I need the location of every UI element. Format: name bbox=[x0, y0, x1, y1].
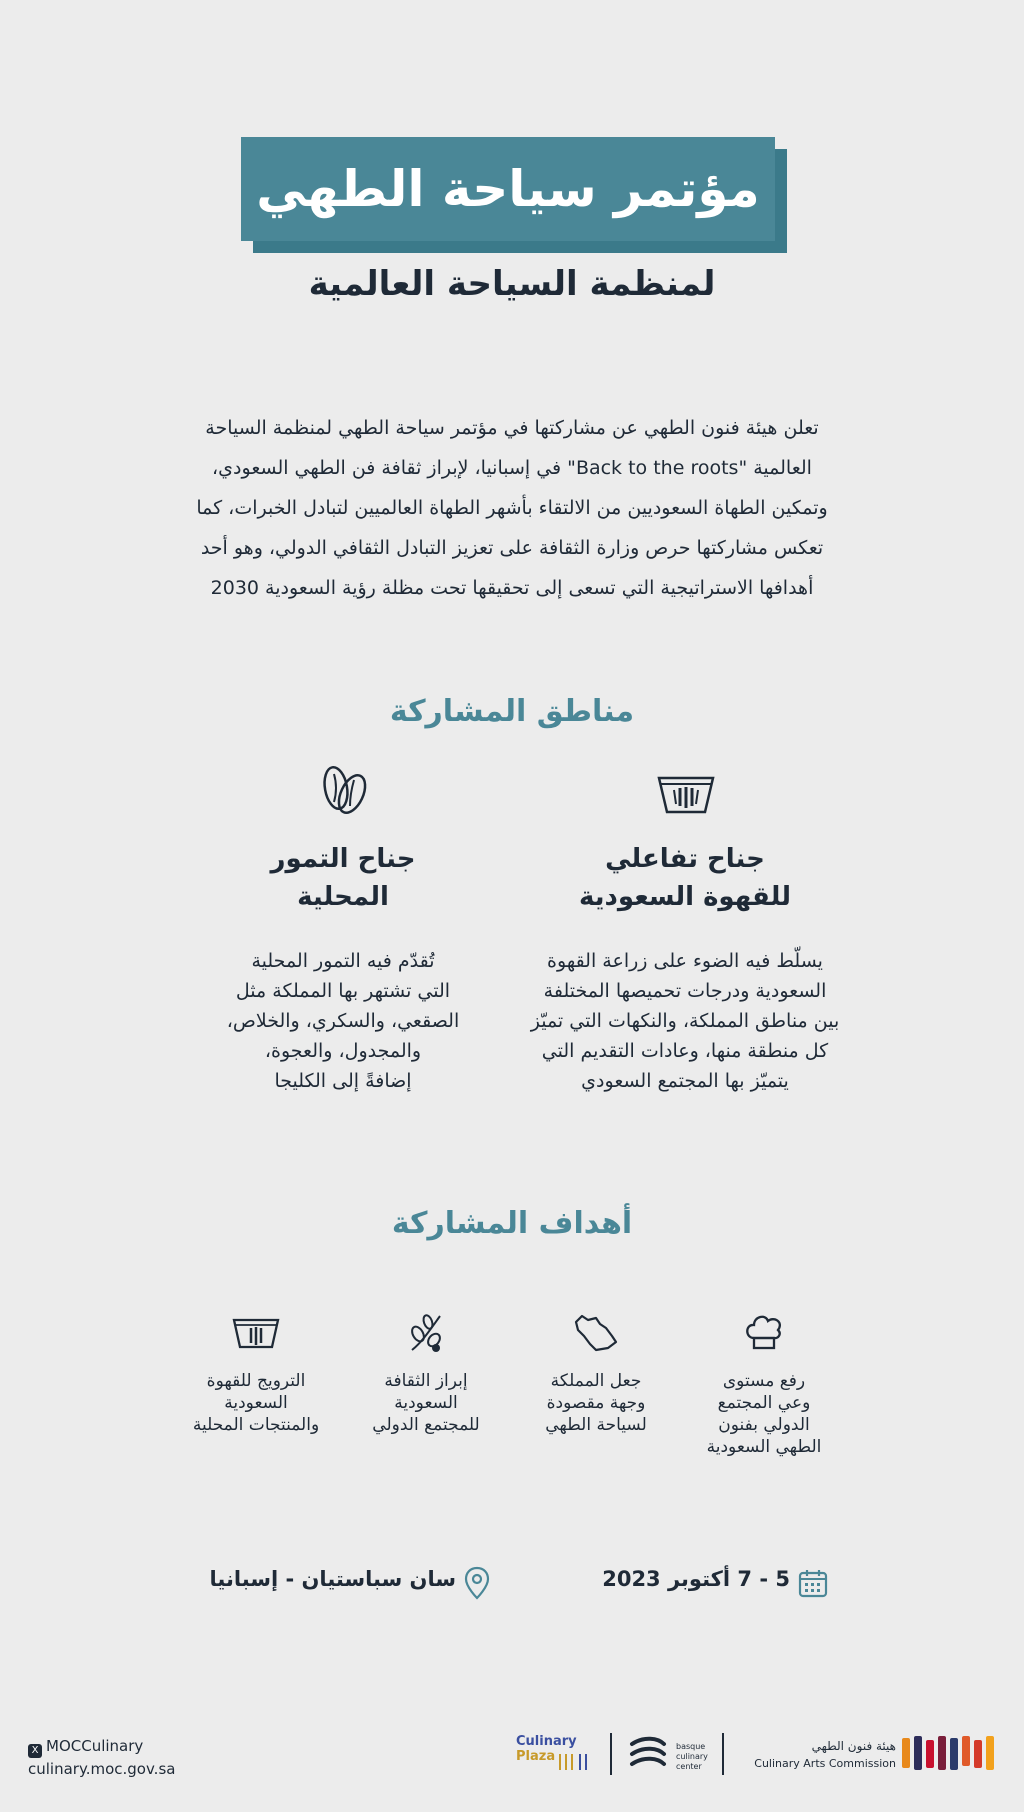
location-pin-icon bbox=[464, 1566, 490, 1600]
dates-desc-line: التي تشتهر بها المملكة مثل bbox=[235, 980, 451, 1002]
intro-line: العالمية "Back to the roots" في إسبانيا، لإبراز ثقافة فن الطهي السعودي، bbox=[212, 457, 812, 479]
goal-line: رفع مستوى bbox=[722, 1371, 806, 1391]
dates-desc-line: إضافةً إلى الكليجا bbox=[274, 1070, 412, 1092]
dates-pavilion-title bbox=[178, 840, 508, 916]
title-banner-box bbox=[241, 137, 775, 241]
goal-line: لسياحة الطهي bbox=[545, 1415, 647, 1435]
culinary-arts-commission-logo-text bbox=[736, 1738, 896, 1772]
dates-desc-line: الصقعي، والسكري، والخلاص، bbox=[226, 1010, 460, 1032]
dates-icon bbox=[316, 762, 372, 818]
x-logo-icon: X bbox=[28, 1744, 42, 1758]
olive-branch-icon bbox=[406, 1312, 446, 1354]
calendar-icon bbox=[798, 1568, 828, 1598]
coffee-desc-line: السعودية ودرجات تحميصها المختلفة bbox=[543, 980, 827, 1002]
goal-line: والمنتجات المحلية bbox=[192, 1415, 320, 1435]
social-handle-row[interactable] bbox=[28, 1735, 175, 1758]
goal-line: الدولي بفنون bbox=[718, 1415, 810, 1435]
coffee-pavilion-title-line: للقهوة السعودية bbox=[579, 882, 791, 912]
logo-divider bbox=[610, 1733, 612, 1775]
plaza-logo-line: Plaza bbox=[516, 1749, 556, 1764]
page-subtitle: لمنظمة السياحة العالمية bbox=[308, 264, 716, 304]
page-title: مؤتمر سياحة الطهي bbox=[256, 160, 760, 218]
goal-line: للمجتمع الدولي bbox=[372, 1415, 480, 1435]
goal-line: السعودية bbox=[394, 1393, 458, 1413]
coffee-cup-icon bbox=[232, 1316, 280, 1350]
goal-item bbox=[356, 1370, 496, 1436]
commission-name-en: Culinary Arts Commission bbox=[754, 1757, 896, 1770]
coffee-desc-line: يتميّز بها المجتمع السعودي bbox=[581, 1070, 789, 1092]
chef-hat-icon bbox=[742, 1312, 786, 1352]
culinary-arts-commission-logo-icon bbox=[900, 1734, 1000, 1772]
coffee-desc-line: يسلّط فيه الضوء على زراعة القهوة bbox=[547, 950, 823, 972]
dates-desc-line: تُقدّم فيه التمور المحلية bbox=[251, 950, 435, 972]
coffee-pavilion bbox=[520, 840, 850, 1096]
dates-pavilion-description bbox=[178, 946, 508, 1096]
basque-logo-text bbox=[676, 1742, 708, 1772]
dates-desc-line: والمجدول، والعجوة، bbox=[264, 1040, 422, 1062]
goal-item bbox=[186, 1370, 326, 1436]
utensils-icon bbox=[556, 1750, 594, 1772]
footer-contact bbox=[28, 1735, 175, 1780]
goal-line: جعل المملكة bbox=[550, 1371, 642, 1391]
basque-culinary-center-logo-icon bbox=[628, 1734, 668, 1776]
intro-line: تعلن هيئة فنون الطهي عن مشاركتها في مؤتمر سياحة الطهي لمنظمة السياحة bbox=[205, 417, 819, 439]
plaza-logo-line: Culinary bbox=[516, 1734, 577, 1749]
goal-line: وعي المجتمع bbox=[717, 1393, 811, 1413]
event-location: سان سباستيان - إسبانيا bbox=[209, 1567, 456, 1591]
website-link[interactable]: culinary.moc.gov.sa bbox=[28, 1760, 176, 1778]
areas-section-title: مناطق المشاركة bbox=[389, 694, 635, 729]
intro-line: وتمكين الطهاة السعوديين من الالتقاء بأشهر الطهاة العالميين لتبادل الخبرات، كما bbox=[196, 497, 828, 519]
basque-logo-line: culinary bbox=[676, 1752, 708, 1761]
goal-line: إبراز الثقافة bbox=[384, 1371, 468, 1391]
commission-name-ar: هيئة فنون الطهي bbox=[811, 1739, 896, 1753]
goal-item bbox=[694, 1370, 834, 1458]
event-date: 5 - 7 أكتوبر 2023 bbox=[602, 1567, 790, 1591]
dates-pavilion-title-line: المحلية bbox=[297, 882, 389, 912]
basque-logo-line: center bbox=[676, 1762, 702, 1771]
goal-item bbox=[526, 1370, 666, 1436]
coffee-pavilion-title-line: جناح تفاعلي bbox=[605, 844, 765, 874]
social-handle: MOCCulinary bbox=[46, 1737, 144, 1755]
coffee-pavilion-title bbox=[520, 840, 850, 916]
goal-line: السعودية bbox=[224, 1393, 288, 1413]
coffee-cup-icon bbox=[656, 772, 716, 816]
goal-line: الترويج للقهوة bbox=[206, 1371, 306, 1391]
intro-line: أهدافها الاستراتيجية التي تسعى إلى تحقيقها تحت مظلة رؤية السعودية 2030 bbox=[210, 577, 814, 599]
title-banner bbox=[241, 137, 775, 241]
logo-divider bbox=[722, 1733, 724, 1775]
saudi-map-icon bbox=[572, 1312, 620, 1354]
goal-line: الطهي السعودية bbox=[706, 1437, 822, 1457]
dates-pavilion bbox=[178, 840, 508, 1096]
intro-paragraph bbox=[190, 408, 834, 608]
coffee-pavilion-description bbox=[520, 946, 850, 1096]
coffee-desc-line: كل منطقة منها، وعادات التقديم التي bbox=[541, 1040, 829, 1062]
goals-section-title: أهداف المشاركة bbox=[391, 1206, 633, 1241]
dates-pavilion-title-line: جناح التمور bbox=[270, 844, 416, 874]
goal-line: وجهة مقصودة bbox=[546, 1393, 646, 1413]
intro-line: تعكس مشاركتها حرص وزارة الثقافة على تعزيز التبادل الثقافي الدولي، وهو أحد bbox=[200, 537, 824, 559]
coffee-desc-line: بين مناطق المملكة، والنكهات التي تميّز bbox=[530, 1010, 840, 1032]
basque-logo-line: basque bbox=[676, 1742, 706, 1751]
